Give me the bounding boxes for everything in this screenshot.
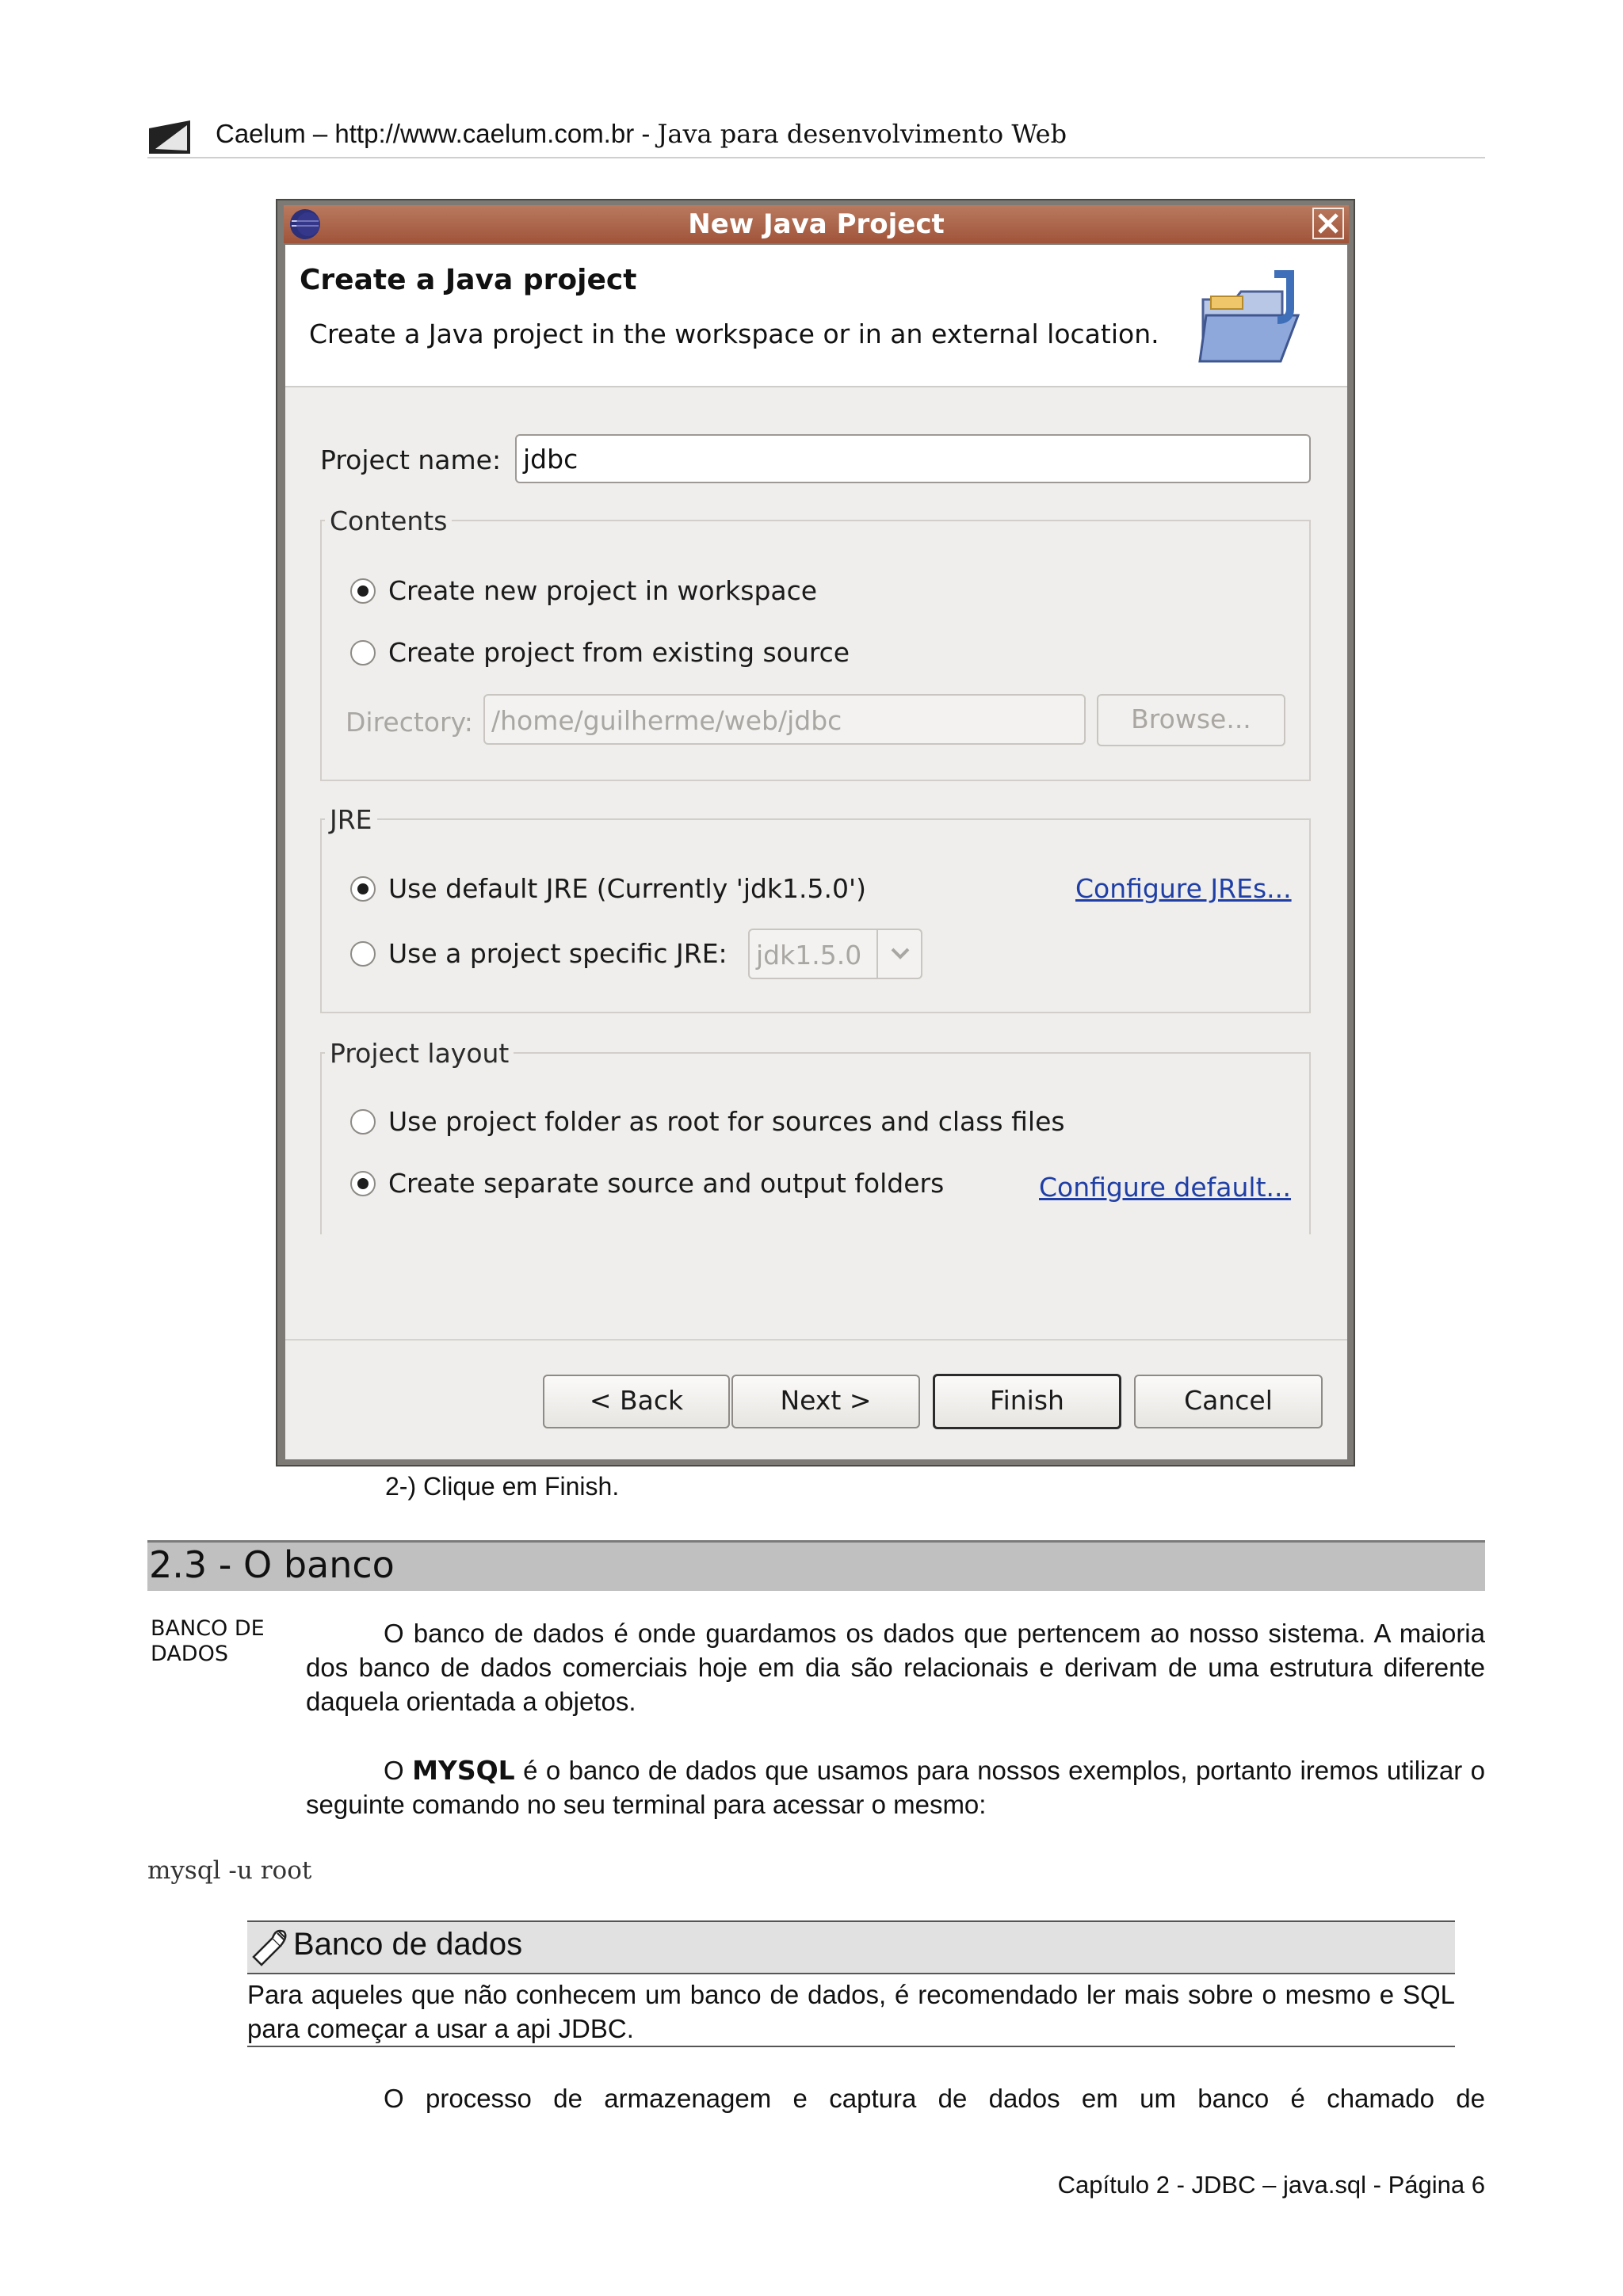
- banner-description: Create a Java project in the workspace or in an external location.: [309, 318, 1159, 349]
- jre-group: [320, 818, 1311, 1013]
- radio-existing-source[interactable]: [350, 640, 376, 666]
- configure-default-link[interactable]: Configure default...: [1039, 1172, 1292, 1203]
- directory-label: Directory:: [346, 707, 473, 738]
- figure-caption: 2-) Clique em Finish.: [385, 1472, 620, 1501]
- dialog-footer-separator: [285, 1339, 1347, 1341]
- radio-new-project[interactable]: [350, 578, 376, 604]
- margin-note: BANCO DE DADOS: [151, 1616, 265, 1666]
- radio-separate-folders[interactable]: [350, 1171, 376, 1196]
- tip-box-header-rule: [247, 1973, 1455, 1974]
- finish-button[interactable]: Finish: [933, 1374, 1121, 1429]
- radio-default-jre[interactable]: [350, 876, 376, 902]
- tip-title: Banco de dados: [293, 1927, 523, 1962]
- jre-select-arrow[interactable]: [876, 930, 922, 978]
- tip-text: Para aqueles que não conhecem um banco de dados, é recomendado ler mais sobre o mesmo e SQL para começar a usar a api JDBC.: [247, 1980, 1455, 2043]
- note-hand-icon: [249, 1925, 293, 1970]
- radio-specific-jre[interactable]: [350, 941, 376, 967]
- chevron-down-icon: [878, 930, 922, 978]
- paragraph-2-rest: é o banco de dados que usamos para nossos exemplos, portanto iremos utilizar o seguinte comando no seu terminal para acessar o mesmo:: [306, 1756, 1485, 1819]
- dialog-title: New Java Project: [688, 208, 945, 240]
- project-name-label: Project name:: [320, 444, 502, 475]
- running-header: [216, 119, 1067, 149]
- paragraph-3: [306, 2084, 1485, 2114]
- directory-input[interactable]: [483, 694, 1086, 745]
- java-project-folder-icon: [1195, 268, 1312, 368]
- option-default-jre-label: Use default JRE (Currently 'jdk1.5.0'): [388, 873, 866, 904]
- header-book-title: Java para desenvolvimento Web: [657, 119, 1067, 149]
- header-site: Caelum – http://www.caelum.com.br -: [216, 119, 651, 148]
- option-folder-as-root-label: Use project folder as root for sources and class files: [388, 1106, 1065, 1137]
- browse-button[interactable]: Browse...: [1097, 694, 1285, 746]
- project-name-value: jdbc: [523, 444, 579, 475]
- directory-value: /home/guilherme/web/jdbc: [491, 705, 842, 736]
- page-footer: Capítulo 2 - JDBC – java.sql - Página 6: [1057, 2171, 1485, 2199]
- paragraph-2: [306, 1753, 1485, 1821]
- configure-jres-link[interactable]: Configure JREs...: [1075, 873, 1292, 904]
- project-layout-group-label: Project layout: [325, 1038, 514, 1069]
- paragraph-1-text: O banco de dados é onde guardamos os dados que pertencem ao nosso sistema. A maioria dos banco de dados comerciais hoje em dia são relacionais e derivam de uma estrutura diferente daquela orientada a objetos.: [306, 1619, 1485, 1716]
- jre-select-value: jdk1.5.0: [756, 940, 862, 971]
- option-separate-folders-label: Create separate source and output folders: [388, 1168, 945, 1199]
- cancel-button[interactable]: Cancel: [1134, 1375, 1323, 1428]
- jre-group-label: JRE: [325, 804, 377, 835]
- section-title: 2.3 - O banco: [149, 1543, 395, 1586]
- code-snippet: mysql -u root: [147, 1856, 312, 1885]
- paragraph-3-text: O processo de armazenagem e captura de dados em um banco é chamado de: [384, 2084, 1485, 2113]
- option-new-project-label: Create new project in workspace: [388, 575, 818, 606]
- paragraph-1: [306, 1616, 1485, 1718]
- banner-title: Create a Java project: [300, 264, 637, 296]
- contents-group-label: Contents: [325, 505, 452, 536]
- project-name-input[interactable]: [515, 434, 1311, 483]
- caelum-logo-icon: [149, 120, 190, 154]
- next-button[interactable]: Next >: [731, 1375, 920, 1428]
- tip-box-bottom-rule: [247, 2046, 1455, 2047]
- close-button[interactable]: [1312, 208, 1344, 239]
- option-specific-jre-label: Use a project specific JRE:: [388, 938, 727, 969]
- project-layout-group: [320, 1052, 1311, 1234]
- header-rule: [147, 157, 1485, 158]
- close-icon: [1314, 209, 1342, 238]
- paragraph-2-start: O: [384, 1756, 404, 1785]
- jre-select[interactable]: [748, 929, 922, 979]
- back-button[interactable]: < Back: [543, 1375, 730, 1428]
- radio-folder-as-root[interactable]: [350, 1109, 376, 1135]
- mysql-keyword: MYSQL: [412, 1755, 515, 1786]
- option-existing-source-label: Create project from existing source: [388, 637, 850, 668]
